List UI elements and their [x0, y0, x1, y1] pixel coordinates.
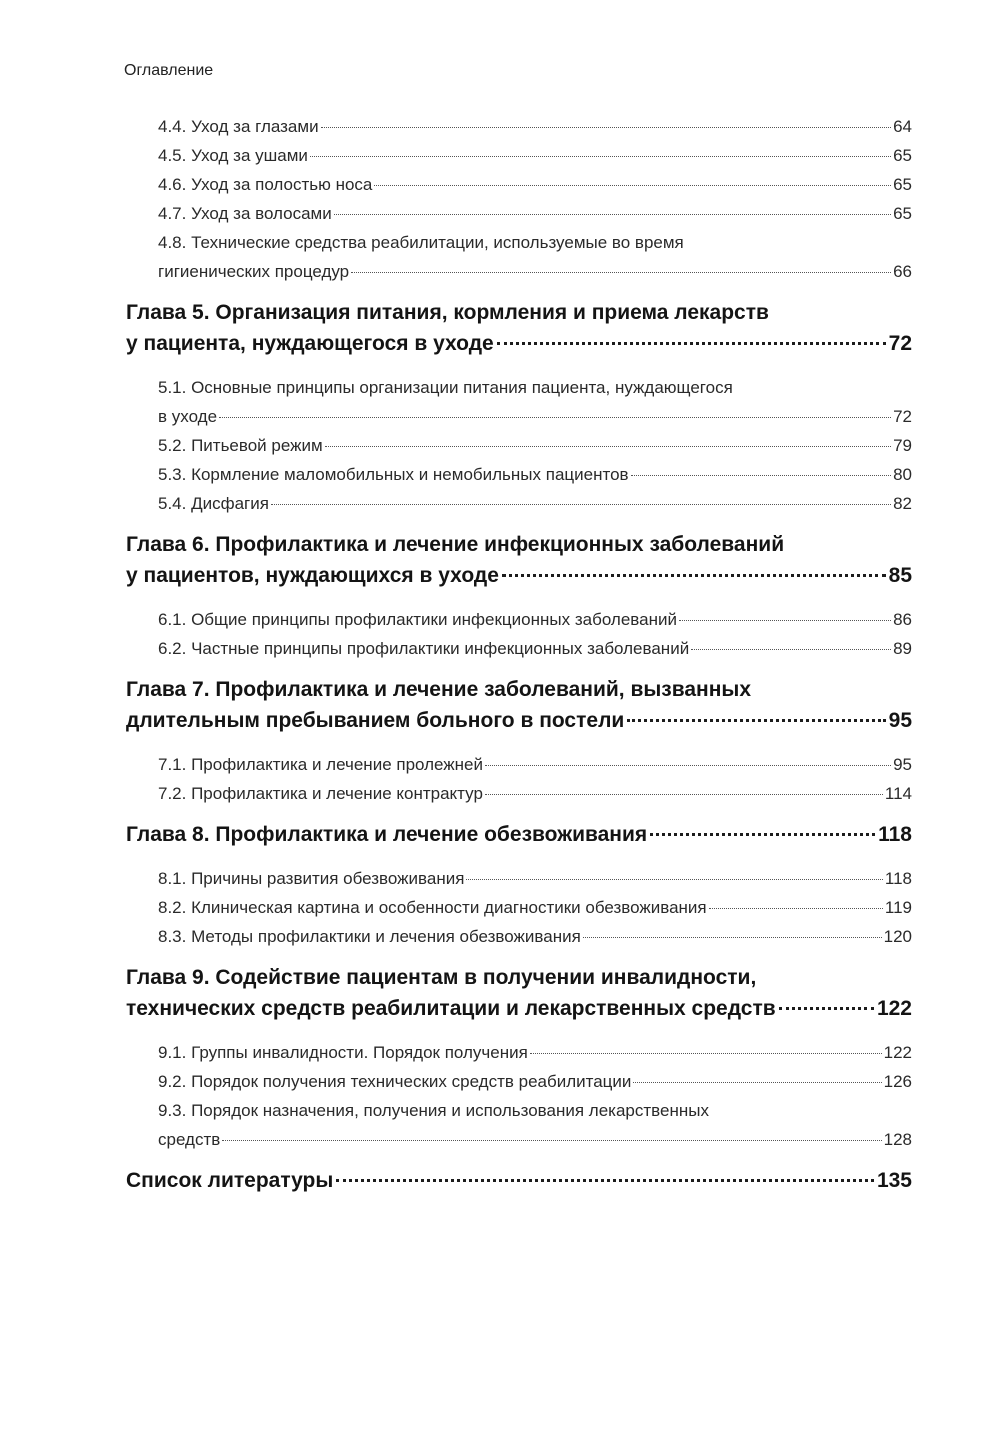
toc-entry-9-3[interactable]	[158, 1096, 912, 1154]
toc-entry-page: 128	[883, 1130, 912, 1149]
toc-chapter-page: 135	[876, 1169, 912, 1192]
dot-leader	[374, 185, 891, 186]
dot-leader	[310, 156, 891, 157]
toc-entry-title: 5.2. Питьевой режим	[158, 436, 323, 455]
toc-entry-title: 6.2. Частные принципы профилактики инфекционных заболеваний	[158, 639, 690, 658]
dot-leader	[466, 879, 882, 880]
toc-entry-page: 122	[883, 1043, 912, 1062]
dot-leader	[351, 272, 891, 273]
toc-entry-title: 7.1. Профилактика и лечение пролежней	[158, 755, 484, 774]
toc-entry-7-1[interactable]	[158, 750, 912, 779]
toc-chapter-title: Список литературы	[126, 1169, 334, 1192]
toc-entry-page: 66	[893, 262, 912, 281]
toc-chapter-7[interactable]	[126, 674, 912, 736]
toc-entry-5-1[interactable]	[158, 373, 912, 431]
toc-chapter-row	[126, 328, 912, 359]
toc-entry-page: 126	[883, 1072, 912, 1091]
toc-entry-4-5[interactable]	[158, 141, 912, 170]
toc-entry-page: 65	[893, 175, 912, 194]
toc-entry-title: средств	[158, 1130, 221, 1149]
dot-leader	[336, 1179, 874, 1182]
dot-leader	[271, 504, 891, 505]
toc-chapter-page: 122	[876, 997, 912, 1020]
toc-entry-title: 4.7. Уход за волосами	[158, 204, 332, 223]
toc-chapter-page: 95	[888, 709, 912, 732]
dot-leader	[530, 1053, 882, 1054]
toc-chapter-row	[126, 819, 912, 850]
dot-leader	[583, 937, 882, 938]
toc-entry-title: 5.4. Дисфагия	[158, 494, 269, 513]
toc-subsection-group-ch5	[126, 373, 912, 518]
toc-entry-page: 95	[893, 755, 912, 774]
toc-entry-4-6[interactable]	[158, 170, 912, 199]
toc-chapter-page: 118	[878, 823, 912, 846]
toc-entry-8-1[interactable]	[158, 864, 912, 893]
dot-leader	[334, 214, 891, 215]
toc-entry-9-1[interactable]	[158, 1038, 912, 1067]
toc-entry-title-line1: 5.1. Основные принципы организации питания пациента, нуждающегося	[158, 378, 733, 397]
toc-chapter-row	[126, 705, 912, 736]
toc-entry-row	[158, 1125, 912, 1154]
toc-entry-4-7[interactable]	[158, 199, 912, 228]
toc-entry-page: 64	[893, 117, 912, 136]
toc-chapter-9[interactable]	[126, 962, 912, 1024]
toc-chapter-title-line1: Глава 5. Организация питания, кормления и приема лекарств	[126, 301, 769, 324]
toc-entry-title: 8.1. Причины развития обезвоживания	[158, 869, 465, 888]
toc-chapter-6[interactable]	[126, 529, 912, 591]
toc-subsection-group-ch6	[126, 605, 912, 663]
toc-subsection-group-ch4	[126, 112, 912, 286]
toc-chapter-title-line1: Глава 9. Содействие пациентам в получении инвалидности,	[126, 966, 757, 989]
dot-leader	[222, 1140, 881, 1141]
toc-subsection-group-ch8	[126, 864, 912, 951]
toc-entry-page: 65	[893, 146, 912, 165]
toc-references[interactable]	[126, 1165, 912, 1196]
toc-chapter-5[interactable]	[126, 297, 912, 359]
dot-leader	[679, 620, 891, 621]
toc-entry-page: 120	[883, 927, 912, 946]
dot-leader	[485, 794, 883, 795]
toc-entry-title: 6.1. Общие принципы профилактики инфекционных заболеваний	[158, 610, 677, 629]
toc-chapter-title: длительным пребыванием больного в постели	[126, 709, 625, 732]
dot-leader	[631, 475, 892, 476]
dot-leader	[321, 127, 892, 128]
toc-chapter-row	[126, 993, 912, 1024]
toc-entry-page: 80	[893, 465, 912, 484]
toc-entry-title: 5.3. Кормление маломобильных и немобильных пациентов	[158, 465, 629, 484]
dot-leader	[627, 719, 885, 722]
toc-entry-page: 72	[893, 407, 912, 426]
toc-entry-page: 82	[893, 494, 912, 513]
dot-leader	[709, 908, 883, 909]
toc-entry-title: 4.6. Уход за полостью носа	[158, 175, 373, 194]
toc-entry-row	[158, 402, 912, 431]
table-of-contents	[126, 112, 912, 1210]
toc-entry-title: в уходе	[158, 407, 218, 426]
toc-subsection-group-ch9	[126, 1038, 912, 1154]
toc-chapter-title-line1: Глава 7. Профилактика и лечение заболеваний, вызванных	[126, 678, 752, 701]
toc-entry-row	[158, 257, 912, 286]
toc-entry-title: 4.4. Уход за глазами	[158, 117, 319, 136]
toc-entry-page: 79	[893, 436, 912, 455]
toc-chapter-8[interactable]	[126, 819, 912, 850]
toc-chapter-row	[126, 1165, 912, 1196]
toc-entry-7-2[interactable]	[158, 779, 912, 808]
dot-leader	[502, 574, 886, 577]
dot-leader	[633, 1082, 881, 1083]
toc-entry-page: 119	[884, 898, 912, 917]
dot-leader	[691, 649, 891, 650]
toc-entry-title: 9.2. Порядок получения технических средств реабилитации	[158, 1072, 632, 1091]
toc-entry-6-1[interactable]	[158, 605, 912, 634]
toc-entry-9-2[interactable]	[158, 1067, 912, 1096]
toc-chapter-title: Глава 8. Профилактика и лечение обезвоживания	[126, 823, 648, 846]
toc-chapter-title: технических средств реабилитации и лекарственных средств	[126, 997, 776, 1020]
toc-entry-title: 9.1. Группы инвалидности. Порядок получения	[158, 1043, 528, 1062]
toc-entry-4-8[interactable]	[158, 228, 912, 286]
toc-entry-5-2[interactable]	[158, 431, 912, 460]
dot-leader	[650, 833, 875, 836]
toc-chapter-row	[126, 560, 912, 591]
toc-entry-5-4[interactable]	[158, 489, 912, 518]
toc-entry-4-4[interactable]	[158, 112, 912, 141]
dot-leader	[325, 446, 891, 447]
toc-entry-page: 89	[893, 639, 912, 658]
toc-entry-page: 65	[893, 204, 912, 223]
toc-entry-title: 4.5. Уход за ушами	[158, 146, 308, 165]
toc-entry-title: 8.3. Методы профилактики и лечения обезвоживания	[158, 927, 581, 946]
toc-subsection-group-ch7	[126, 750, 912, 808]
toc-entry-title: 7.2. Профилактика и лечение контрактур	[158, 784, 483, 803]
page-header-title: Оглавление	[124, 62, 214, 79]
toc-chapter-title-line1: Глава 6. Профилактика и лечение инфекционных заболеваний	[126, 533, 785, 556]
toc-chapter-page: 72	[888, 332, 912, 355]
toc-entry-5-3[interactable]	[158, 460, 912, 489]
dot-leader	[485, 765, 891, 766]
toc-entry-8-2[interactable]	[158, 893, 912, 922]
dot-leader	[497, 342, 886, 345]
toc-entry-page: 86	[893, 610, 912, 629]
toc-entry-title: гигиенических процедур	[158, 262, 350, 281]
dot-leader	[779, 1007, 874, 1010]
dot-leader	[219, 417, 891, 418]
toc-chapter-title: у пациента, нуждающегося в уходе	[126, 332, 494, 355]
toc-entry-title-line1: 9.3. Порядок назначения, получения и использования лекарственных	[158, 1101, 709, 1120]
toc-entry-title-line1: 4.8. Технические средства реабилитации, используемые во время	[158, 233, 684, 252]
toc-chapter-title: у пациентов, нуждающихся в уходе	[126, 564, 499, 587]
toc-entry-6-2[interactable]	[158, 634, 912, 663]
toc-entry-title: 8.2. Клиническая картина и особенности диагностики обезвоживания	[158, 898, 707, 917]
toc-entry-page: 114	[884, 784, 912, 803]
toc-entry-8-3[interactable]	[158, 922, 912, 951]
toc-chapter-page: 85	[888, 564, 912, 587]
toc-entry-page: 118	[884, 869, 912, 888]
